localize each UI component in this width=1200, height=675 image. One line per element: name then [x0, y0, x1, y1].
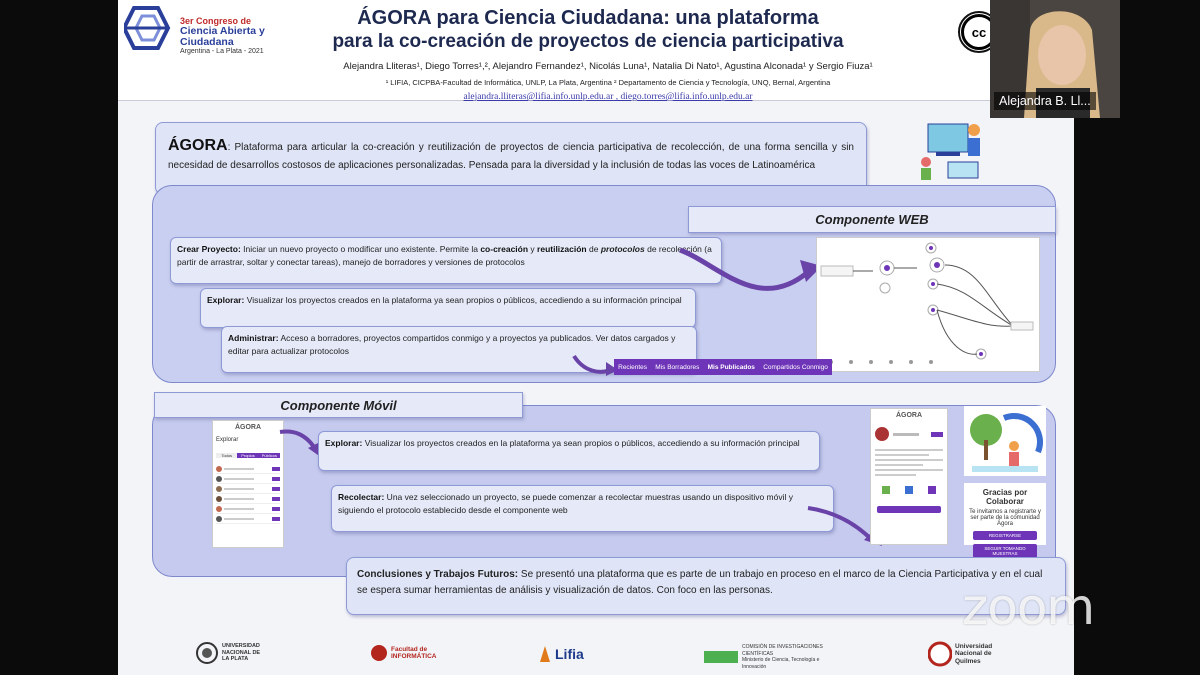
creative-commons-icon: cc [961, 14, 997, 50]
hexagon-logo-icon [124, 4, 180, 52]
tab-mis-borradores: Mis Borradores [655, 363, 700, 371]
conclusions-box: Conclusiones y Trabajos Futuros: Se presentó una plataforma que es parte de un trabajo en proceso en el marco de la Ciencia Participativa y en el cual se espera sumar herramientas de análisis y visualización de datos. Con foco en las personas. [346, 557, 1066, 615]
lifia-flame-icon [538, 646, 552, 662]
email-link[interactable]: alejandra.lliteras@lifia.info.unlp.edu.ar [463, 92, 614, 102]
authors-line: Alejandra Lliteras¹, Diego Torres¹,², Alejandro Fernandez¹, Nicolás Luna¹, Natalia Di Nato¹, Agustina Alconada¹ y Sergio Fiuza¹ [343, 61, 873, 72]
protocol-flow-screenshot [816, 237, 1040, 372]
unlp-seal-icon [196, 640, 218, 666]
arrow-from-phone-icon [276, 424, 324, 464]
flow-diagram [817, 238, 1041, 373]
explorar-web-box: Explorar: Visualizar los proyectos creados en la plataforma ya sean propios o públicos, accediendo a su información principal [200, 288, 696, 328]
informatica-logo: Facultad de INFORMÁTICA [370, 644, 447, 662]
lifia-logo: Lifia [538, 646, 584, 662]
explorar-mobile-box: Explorar: Visualizar los proyectos creados en la plataforma ya sean propios o públicos, accediendo a su información principal [318, 431, 820, 471]
tab-mis-publicados: Mis Publicados [707, 363, 755, 371]
cic-label: COMISIÓN DE INVESTIGACIONES CIENTÍFICAS Ministerio de Ciencia, Tecnología e Innovación [742, 644, 823, 670]
tab-recientes: Recientes [618, 363, 648, 371]
zoom-watermark: zoom [962, 578, 1095, 636]
cic-mark-icon [704, 649, 738, 665]
projects-tabs-screenshot [614, 359, 832, 375]
emails-line: alejandra.lliteras@lifia.info.unlp.edu.ar , diego.torres@lifia.info.unlp.edu.ar [463, 92, 753, 102]
crear-proyecto-box: Crear Proyecto: Iniciar un nuevo proyecto o modificar uno existente. Permite la co-creación y reutilización de protocolos de recolección (a partir de arrastrar, soltar y conectar tareas), manejo de borradores y versiones de protocolos [170, 237, 722, 284]
cic-logo [704, 644, 832, 670]
park-people-illustration [964, 406, 1046, 476]
congress-logo [124, 4, 284, 56]
administrar-box: Administrar: Acceso a borradores, proyectos compartidos conmigo y a proyectos ya publicados. Ver datos cargados y editar para actualizar protocolos [221, 326, 697, 373]
recolectar-box: Recolectar: Una vez seleccionado un proyecto, se puede comenzar a recolectar muestras usando un dispositivo móvil y siguiendo el protocolo establecido desde el componente web [331, 485, 834, 532]
tab-compartidos: Compartidos Conmigo [763, 363, 828, 371]
arrow-to-flow-icon [678, 244, 828, 310]
email-link[interactable]: diego.torres@lifia.info.unlp.edu.ar [620, 92, 753, 102]
mobile-explorar-screenshot: ÁGORA Explorar Todos Propios Públicos [212, 420, 284, 548]
affiliations-line: ¹ LIFIA, CICPBA-Facultad de Informática, UNLP, La Plata, Argentina ² Departamento de Ciencia y Tecnología, UNQ, Bernal, Argentina [385, 78, 831, 87]
arrow-to-tabs-icon [570, 350, 620, 380]
participant-name-label: Alejandra B. Ll... [994, 92, 1096, 110]
informatica-logo-icon [370, 644, 388, 662]
unlp-logo: UNIVERSIDAD NACIONAL DE LA PLATA [196, 640, 266, 666]
web-component-header: Componente WEB [688, 206, 1056, 233]
shared-poster [118, 0, 1074, 675]
computer-people-illustration [918, 112, 990, 182]
mobile-component-header: Componente Móvil [154, 392, 523, 418]
mobile-recolectar-screenshot: ÁGORA [870, 408, 948, 545]
unq-seal-icon [928, 640, 952, 668]
congress-title: 3er Congreso de Ciencia Abierta y Ciudadana Argentina - La Plata - 2021 [180, 16, 265, 56]
description-box: ÁGORA: Plataforma para articular la co-creación y reutilización de proyectos de ciencia participativa de recolección, de una forma sencilla y sin necesidad de desarrollos costosos de aplicaciones personalizadas. Pensada para la diversidad y la inclusión de todas las voces de Latinoamérica [155, 122, 867, 195]
poster-title: ÁGORA para Ciencia Ciudadana: una plataforma para la co-creación de proyectos de ciencia participativa [332, 7, 844, 52]
gracias-card: Gracias por Colaborar Te invitamos a registrarte y ser parte de la comunidad Ágora REGISTRARSE SEGUIR TOMANDO MUESTRAS [964, 483, 1046, 545]
unq-logo: Universidad Nacional de Quilmes [928, 640, 1001, 668]
